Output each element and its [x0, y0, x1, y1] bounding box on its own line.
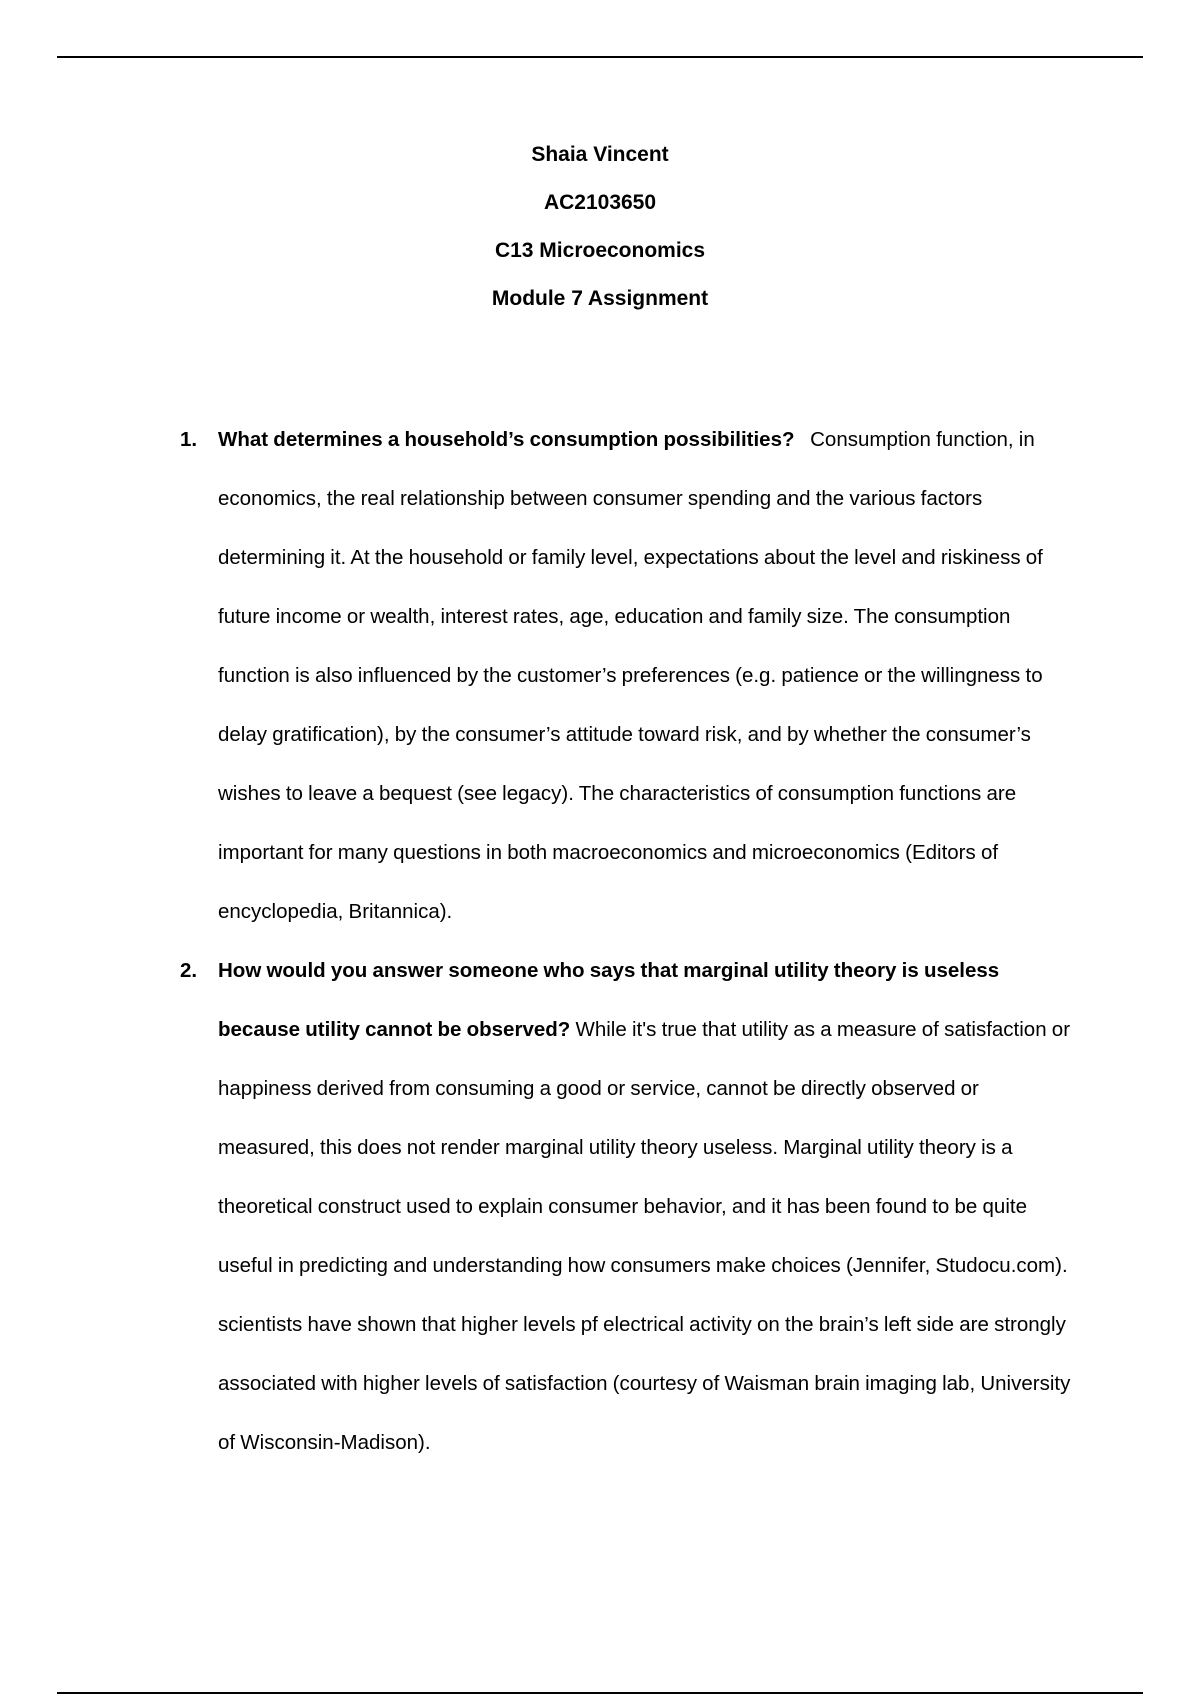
- question-number: 2.: [180, 959, 198, 982]
- document-header: [0, 144, 1200, 336]
- question-answer: While it's true that utility as a measure of satisfaction or happiness derived from consuming a good or service, cannot be directly observed or measured, this does not render marginal utility theory useless. Marginal utility theory is a theoretical construct used to explain consumer behavior, and it has been found to be quite useful in predicting and understanding how consumers make choices (Jennifer, Studocu.com). scientists have shown that higher levels pf electrical activity on the brain’s left side are strongly associated with higher levels of satisfaction (courtesy of Waisman brain imaging lab, University of Wisconsin-Madison).: [218, 1018, 1071, 1454]
- question-list: [180, 410, 1080, 1472]
- question-title: How would you answer someone who says that marginal utility theory is useless because utility cannot be observed?: [218, 959, 1000, 1041]
- question-title: What determines a household’s consumption possibilities?: [218, 428, 795, 451]
- question-number: 1.: [180, 428, 198, 451]
- student-id: AC2103650: [543, 191, 657, 214]
- course-title: C13 Microeconomics: [494, 239, 706, 262]
- question-answer: Consumption function, in economics, the real relationship between consumer spending and the various factors determining it. At the household or family level, expectations about the level and riskiness of future income or wealth, interest rates, age, education and family size. The consumption function is also influenced by the customer’s preferences (e.g. patience or the willingness to delay gratification), by the consumer’s attitude toward risk, and by whether the consumer’s wishes to leave a bequest (see legacy). The characteristics of consumption functions are important for many questions in both macroeconomics and microeconomics (Editors of encyclopedia, Britannica).: [218, 428, 1043, 923]
- bottom-rule: [57, 1692, 1143, 1694]
- question-item-1: [180, 410, 1080, 941]
- assignment-title: Module 7 Assignment: [491, 287, 709, 310]
- student-name: Shaia Vincent: [531, 143, 669, 166]
- top-rule: [57, 56, 1143, 58]
- question-item-2: [180, 941, 1080, 1472]
